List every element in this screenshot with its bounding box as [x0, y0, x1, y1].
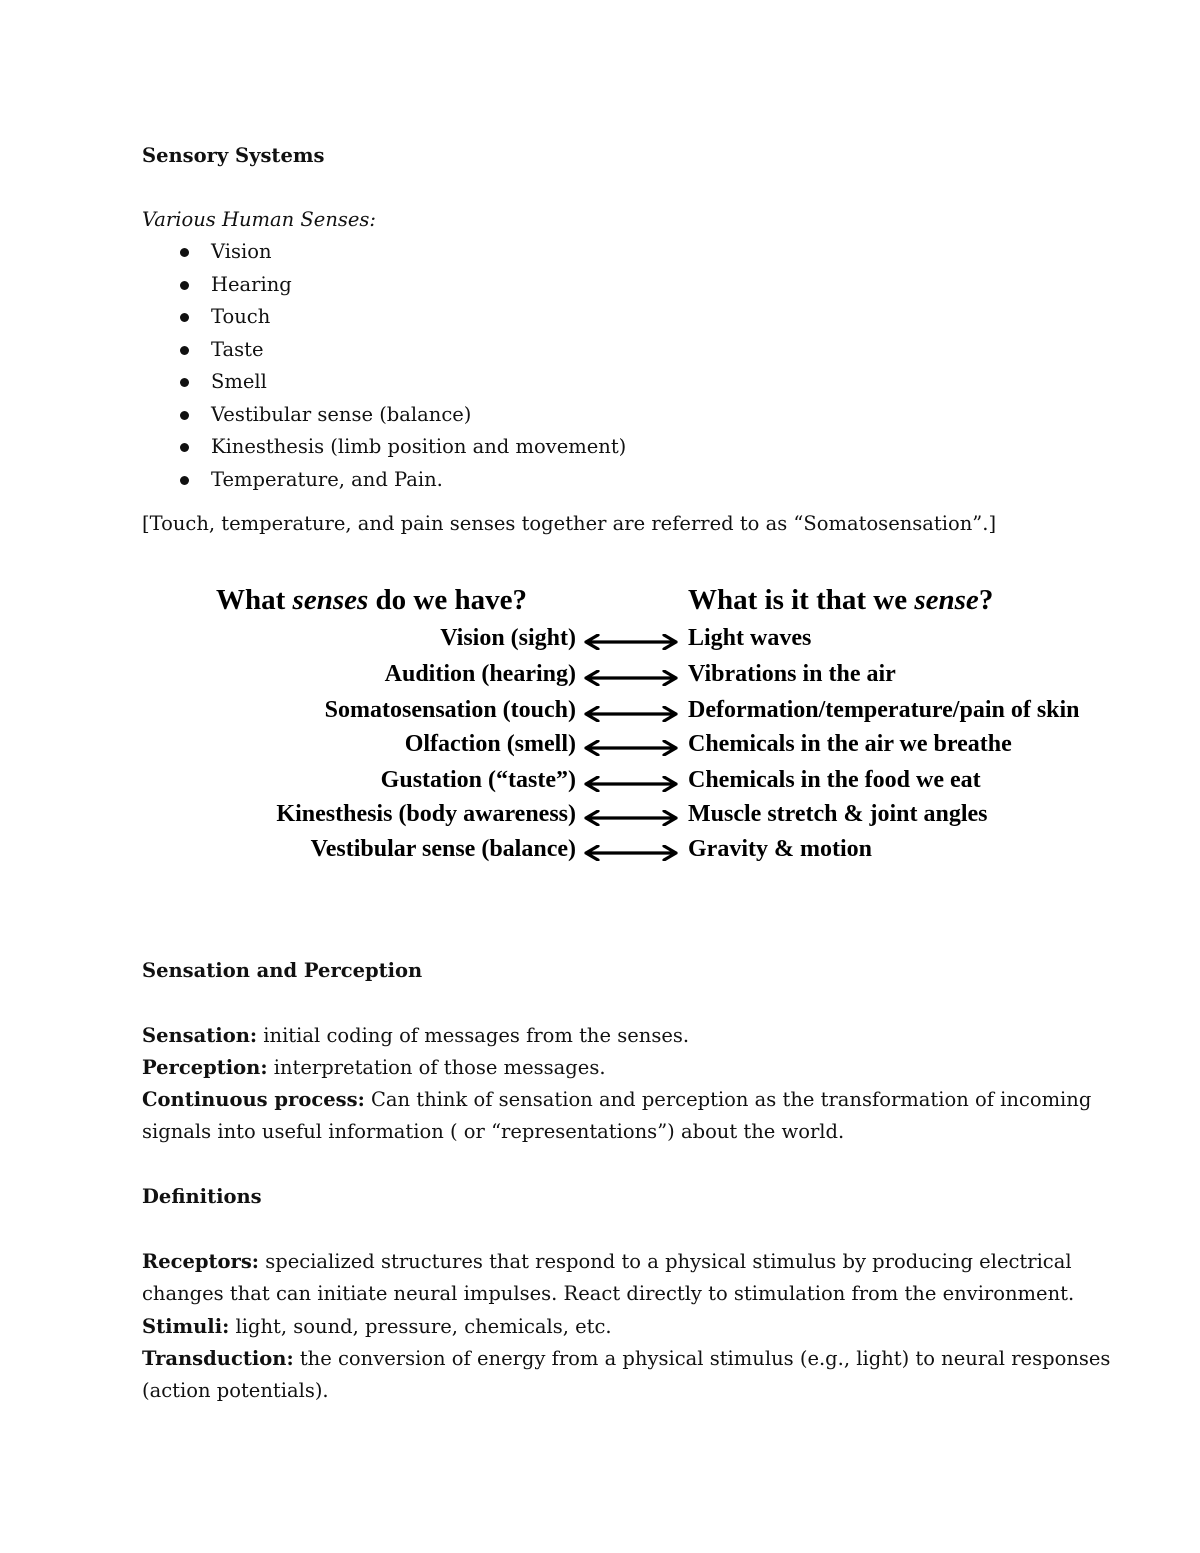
bullet-icon	[180, 346, 189, 355]
somatosensation-note: [Touch, temperature, and pain senses together are referred to as “Somatosensation”.]	[142, 512, 997, 535]
double-arrow-icon	[582, 776, 680, 792]
list-item: Vision	[178, 236, 626, 269]
double-arrow-icon	[582, 670, 680, 686]
figure-stimulus-label: Deformation/temperature/pain of skin	[688, 697, 1080, 723]
section-title-definitions: Definitions	[142, 1185, 262, 1208]
figure-stimulus-label: Light waves	[688, 625, 812, 651]
list-item: Touch	[178, 301, 626, 334]
figure-stimulus-label: Gravity & motion	[688, 836, 872, 862]
figure-stimulus-label: Chemicals in the air we breathe	[688, 731, 1012, 757]
transduction-line2: (action potentials).	[142, 1379, 329, 1402]
list-item: Kinesthesis (limb position and movement)	[178, 431, 626, 464]
list-item: Taste	[178, 334, 626, 367]
bullet-icon	[180, 443, 189, 452]
list-item: Vestibular sense (balance)	[178, 399, 626, 432]
bullet-icon	[180, 411, 189, 420]
senses-figure	[0, 580, 1200, 880]
transduction-definition: Transduction: the conversion of energy from a physical stimulus (e.g., light) to neural responses	[142, 1347, 1111, 1370]
figure-sense-label: Audition (hearing)	[384, 661, 576, 687]
figure-left-heading: What senses do we have?	[216, 584, 527, 616]
double-arrow-icon	[582, 810, 680, 826]
figure-sense-label: Vision (sight)	[440, 625, 576, 651]
bullet-icon	[180, 476, 189, 485]
bullet-icon	[180, 378, 189, 387]
perception-definition: Perception: interpretation of those messages.	[142, 1056, 606, 1079]
senses-intro: Various Human Senses:	[142, 208, 376, 231]
figure-sense-label: Gustation (“taste”)	[380, 767, 576, 793]
figure-stimulus-label: Chemicals in the food we eat	[688, 767, 981, 793]
sensation-definition: Sensation: initial coding of messages from the senses.	[142, 1024, 690, 1047]
list-item: Temperature, and Pain.	[178, 464, 626, 497]
section-title-sensation-perception: Sensation and Perception	[142, 959, 423, 982]
senses-list	[178, 236, 626, 496]
bullet-icon	[180, 281, 189, 290]
figure-stimulus-label: Vibrations in the air	[688, 661, 896, 687]
bullet-icon	[180, 248, 189, 257]
double-arrow-icon	[582, 845, 680, 861]
receptors-line2: changes that can initiate neural impulses. React directly to stimulation from the environment.	[142, 1282, 1075, 1305]
double-arrow-icon	[582, 706, 680, 722]
figure-sense-label: Kinesthesis (body awareness)	[276, 801, 576, 827]
list-item: Hearing	[178, 269, 626, 302]
figure-sense-label: Somatosensation (touch)	[324, 697, 576, 723]
figure-sense-label: Olfaction (smell)	[404, 731, 576, 757]
continuous-process-line2: signals into useful information ( or “representations”) about the world.	[142, 1120, 845, 1143]
figure-sense-label: Vestibular sense (balance)	[310, 836, 576, 862]
continuous-process-definition: Continuous process: Can think of sensation and perception as the transformation of incoming	[142, 1088, 1092, 1111]
section-title-sensory-systems: Sensory Systems	[142, 144, 325, 167]
double-arrow-icon	[582, 740, 680, 756]
bullet-icon	[180, 313, 189, 322]
receptors-definition: Receptors: specialized structures that respond to a physical stimulus by producing electrical	[142, 1250, 1072, 1273]
list-item: Smell	[178, 366, 626, 399]
figure-right-heading: What is it that we sense?	[688, 584, 994, 616]
double-arrow-icon	[582, 634, 680, 650]
figure-stimulus-label: Muscle stretch & joint angles	[688, 801, 988, 827]
stimuli-definition: Stimuli: light, sound, pressure, chemicals, etc.	[142, 1315, 612, 1338]
